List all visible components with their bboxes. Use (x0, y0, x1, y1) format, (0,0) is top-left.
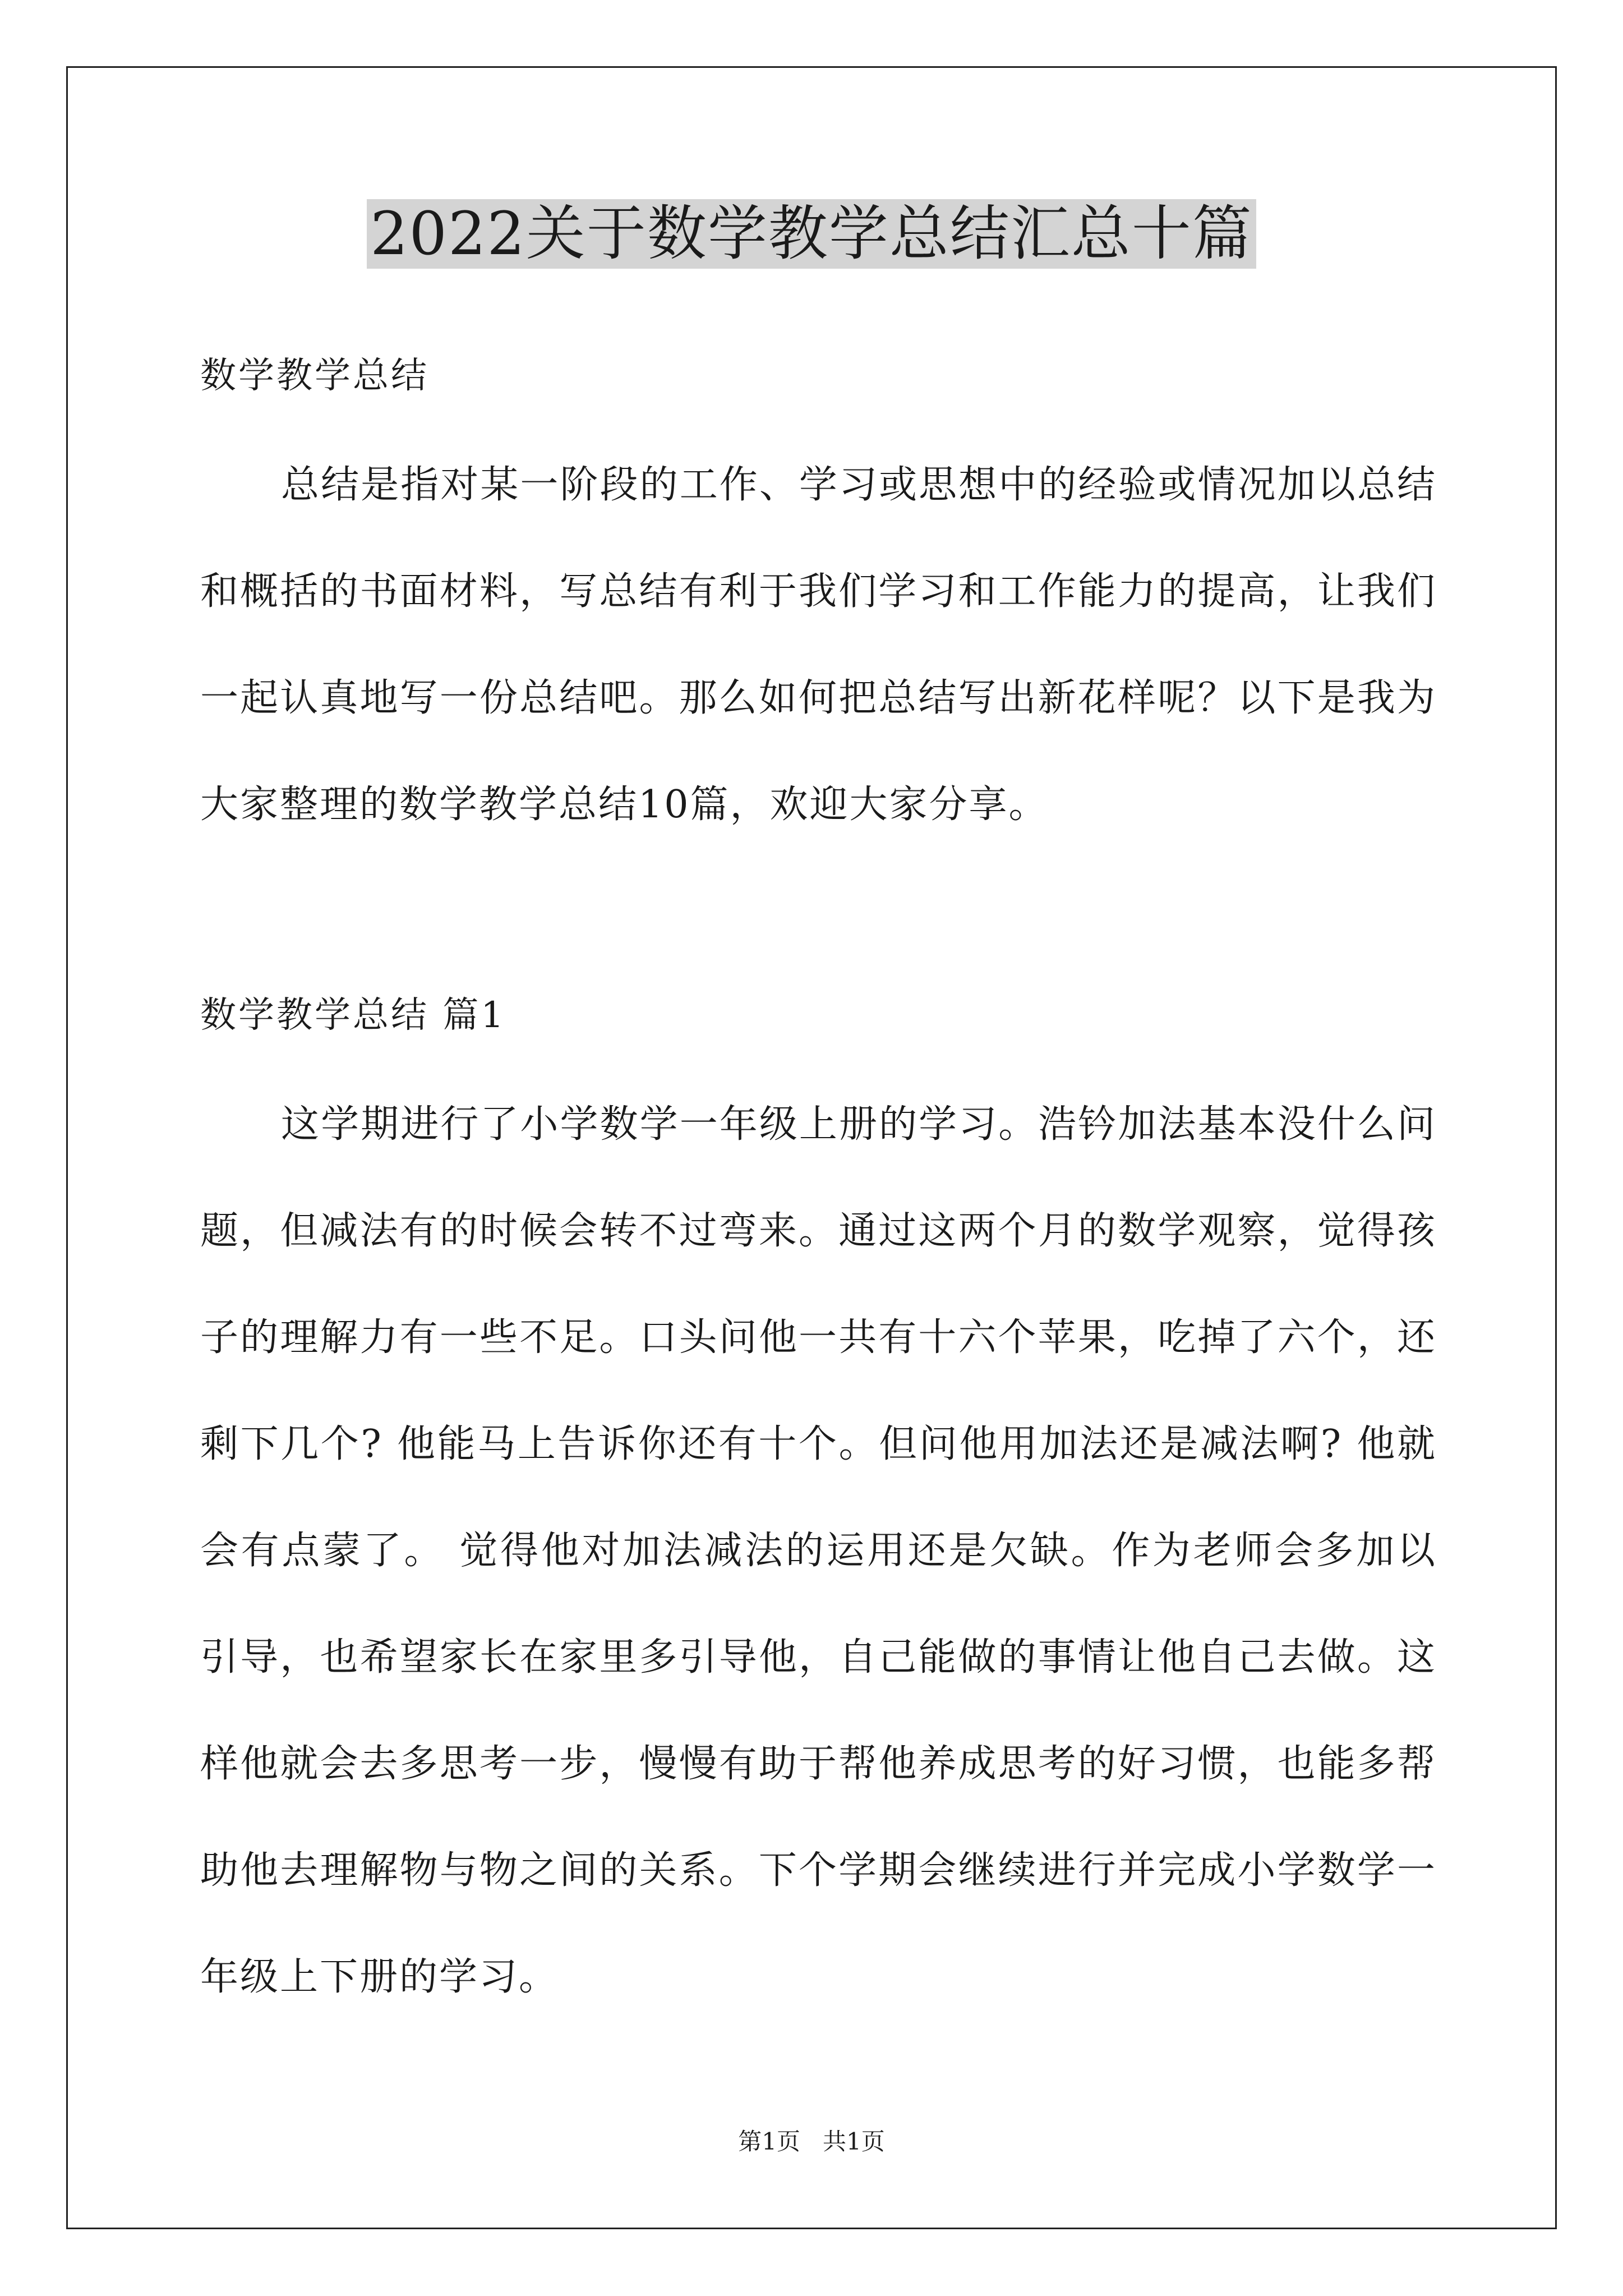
intro-heading: 数学教学总结 (200, 355, 429, 397)
page-footer: 第1页 共1页 (738, 2128, 885, 2155)
section1-heading: 数学教学总结 篇1 (200, 995, 506, 1036)
intro-paragraph: 总结是指对某一阶段的工作、学习或思想中的经验或情况加以总结和概括的书面材料，写总结有利于我们学习和工作能力的提高，让我们一起认真地写一份总结吧。那么如何把总结写出新花样呢？以下是我为大家整理的数学教学总结10篇，欢迎大家分享。 (200, 463, 1437, 827)
document-title-wrapper (0, 199, 1623, 269)
section1-paragraph: 这学期进行了小学数学一年级上册的学习。浩钤加法基本没什么问题，但减法有的时候会转不过弯来。通过这两个月的数学观察，觉得孩子的理解力有一些不足。口头问他一共有十六个苹果，吃掉了六个，还剩下几个? 他能马上告诉你还有十个。但问他用加法还是减法啊? 他就会有点蒙了。 觉得他对加法减法的运用还是欠缺。作为老师会多加以引导，也希望家长在家里多引导他，自己能做的事情让他自己去做。这样他就会去多思考一步，慢慢有助于帮他养成思考的好习惯，也能多帮助他去理解物与物之间的关系。下个学期会继续进行并完成小学数学一年级上下册的学习。 (200, 1102, 1437, 1999)
document-title: 2022关于数学教学总结汇总十篇 (367, 199, 1256, 269)
